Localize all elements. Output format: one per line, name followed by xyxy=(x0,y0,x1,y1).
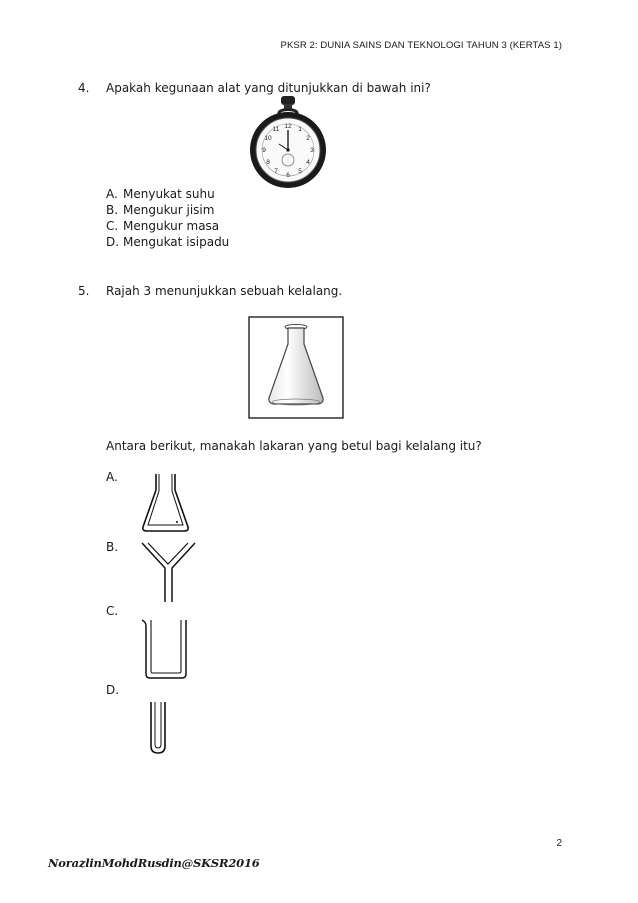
option-letter: D. xyxy=(106,235,120,249)
svg-text:7: 7 xyxy=(274,168,278,175)
question-4-number: 4. xyxy=(78,81,90,95)
page-header: PKSR 2: DUNIA SAINS DAN TEKNOLOGI TAHUN 3 (KERTAS 1) xyxy=(280,40,562,51)
question-4-option-d[interactable] xyxy=(106,234,229,250)
question-4-option-c[interactable] xyxy=(106,218,219,234)
question-4-text: Apakah kegunaan alat yang ditunjukkan di bawah ini? xyxy=(106,81,431,95)
option-letter: C. xyxy=(106,219,119,233)
svg-text:4: 4 xyxy=(306,159,310,166)
question-5-option-b[interactable]: B. xyxy=(106,540,119,554)
option-text: Mengukur jisim xyxy=(123,203,215,217)
question-5-prompt: Antara berikut, manakah lakaran yang betul bagi kelalang itu? xyxy=(106,439,482,453)
option-text: Menyukat suhu xyxy=(123,187,215,201)
question-5-number: 5. xyxy=(78,284,90,298)
stopwatch-icon xyxy=(243,94,333,189)
question-4-option-b[interactable] xyxy=(106,202,214,218)
svg-text:11: 11 xyxy=(272,126,280,133)
option-letter: A. xyxy=(106,187,118,201)
svg-text:12: 12 xyxy=(284,123,292,130)
svg-text:9: 9 xyxy=(262,147,266,154)
svg-text:6: 6 xyxy=(286,172,290,179)
conical-flask-sketch-icon[interactable] xyxy=(138,472,194,536)
page-number: 2 xyxy=(556,838,562,849)
svg-text:5: 5 xyxy=(298,168,302,175)
question-5-option-a[interactable]: A. xyxy=(106,470,118,484)
conical-flask-icon xyxy=(248,316,344,419)
beaker-sketch-icon[interactable] xyxy=(136,616,196,682)
question-5-option-d[interactable]: D. xyxy=(106,683,120,697)
option-text: Mengukur masa xyxy=(123,219,220,233)
option-letter: B. xyxy=(106,203,119,217)
test-tube-sketch-icon[interactable] xyxy=(143,700,173,756)
svg-text:1: 1 xyxy=(298,126,302,133)
question-5-text: Rajah 3 menunjukkan sebuah kelalang. xyxy=(106,284,343,298)
svg-text:2: 2 xyxy=(306,135,310,142)
svg-text:8: 8 xyxy=(266,159,270,166)
question-4-option-a[interactable] xyxy=(106,186,215,202)
option-text: Mengukat isipadu xyxy=(123,235,230,249)
svg-text:10: 10 xyxy=(264,135,272,142)
footer-credit: NorazlinMohdRusdin@SKSR2016 xyxy=(48,856,260,870)
svg-text:3: 3 xyxy=(310,147,314,154)
y-tube-sketch-icon[interactable] xyxy=(138,540,200,604)
question-5-option-c[interactable]: C. xyxy=(106,604,119,618)
